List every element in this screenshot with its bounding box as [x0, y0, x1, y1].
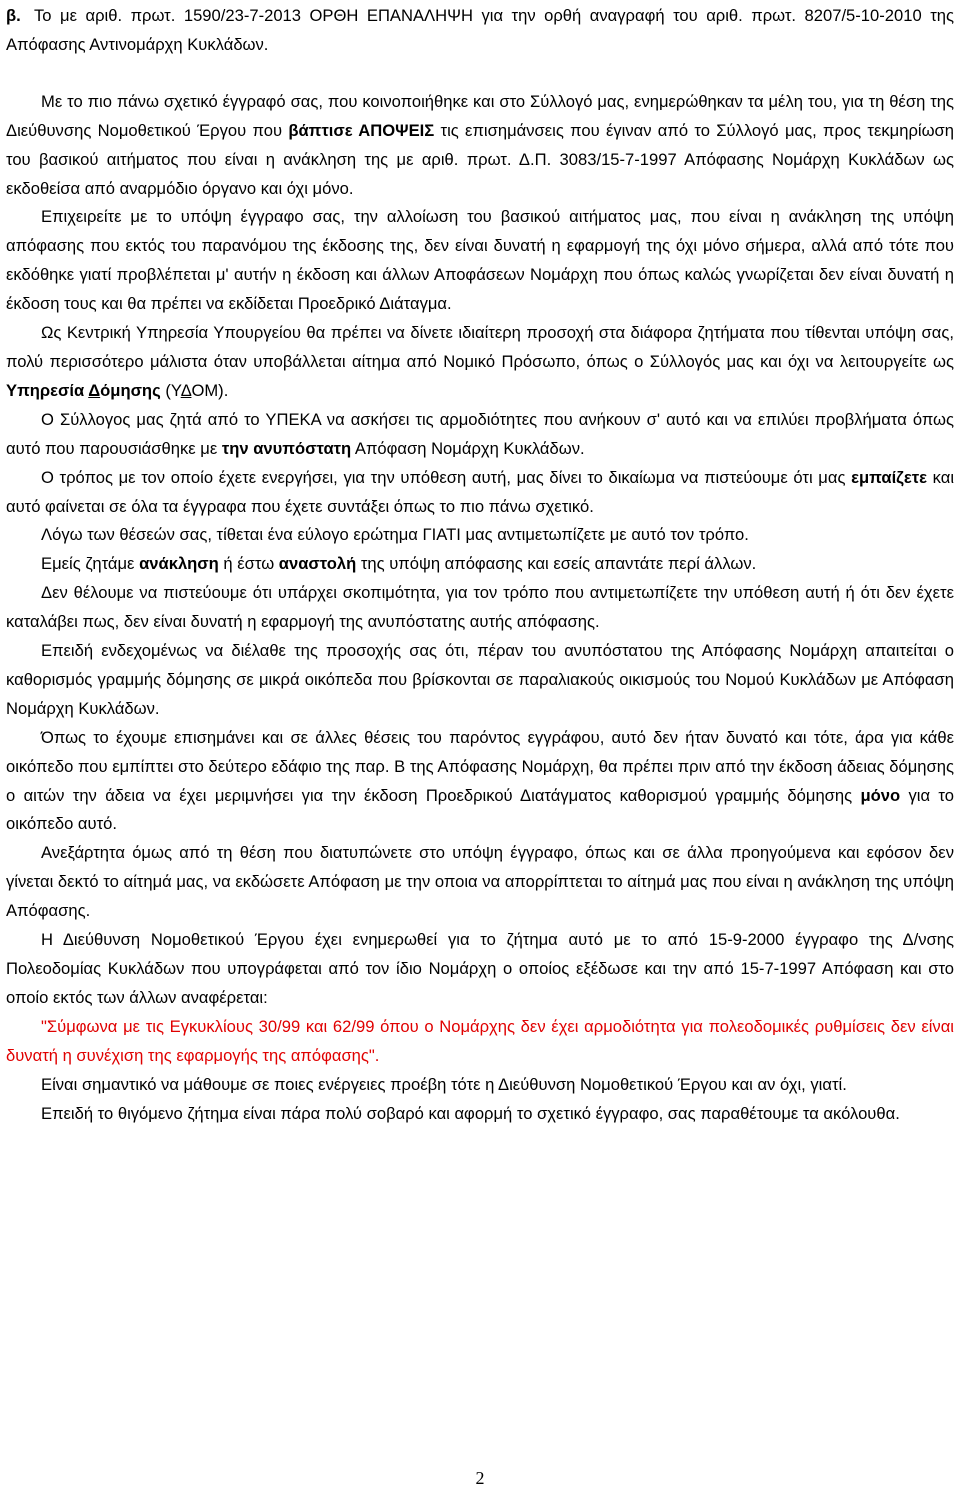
paragraph-3: Ως Κεντρική Υπηρεσία Υπουργείου θα πρέπει να δίνετε ιδιαίτερη προσοχή στα διάφορα ζητήματα που τίθενται υπόψη σας, πολύ περισσότερο μάλιστα όταν υποβάλλεται αίτημα από Νομικό Πρόσωπο, όπως ο Σύλλογός μας και όχι να λειτουργείτε ως Υπηρεσία Δόμησης (ΥΔΟΜ).	[6, 323, 954, 400]
section-heading-text: Το με αριθ. πρωτ. 1590/23-7-2013 ΟΡΘΗ ΕΠΑΝΑΛΗΨΗ για την ορθή αναγραφή του αριθ. πρωτ. 8207/5-10-2010 της Απόφασης Αντινομάρχη Κυκλάδων.	[6, 6, 954, 54]
paragraph-11: Ανεξάρτητα όμως από τη θέση που διατυπώνετε στο υπόψη έγγραφο, όπως και σε άλλα προηγούμενα και εφόσον δεν γίνεται δεκτό το αίτημά μας, να εκδώσετε Απόφαση με την οποια να απορρίπτεται το αίτημά μας που είναι η ανάκληση της υπόψη Απόφασης.	[6, 843, 954, 921]
paragraph-4: Ο Σύλλογος μας ζητά από το ΥΠΕΚΑ να ασκήσει τις αρμοδιότητες που ανήκουν σ' αυτό και να επιλύει προβλήματα όπως αυτό που παρουσιάσθηκε με την ανυπόστατη Απόφαση Νομάρχη Κυκλάδων.	[6, 409, 954, 458]
paragraph-9: Επειδή ενδεχομένως να διέλαθε της προσοχής σας ότι, πέραν του ανυπόστατου της Απόφασης Νομάρχη απαιτείται ο καθορισμός γραμμής δόμησης σε μικρά οικόπεδα που βρίσκονται σε παραλιακούς οικισμούς του Νομού Κυκλάδων με Απόφαση Νομάρχη Κυκλάδων.	[6, 641, 954, 718]
paragraph-10: Όπως το έχουμε επισημάνει και σε άλλες θέσεις του παρόντος εγγράφου, αυτό δεν ήταν δυνατό και τότε, άρα για κάθε οικόπεδο που εμπίπτει στο δεύτερο εδάφιο της παρ. Β της Απόφασης Νομάρχη, θα πρέπει πριν από την έκδοση άδειας δόμησης ο αιτών την άδεια να έχει μεριμνήσει για την έκδοση Προεδρικού Διατάγματος καθορισμού γραμμής δόμησης μόνο για το οικόπεδο αυτό.	[6, 727, 954, 834]
section-label: β.	[6, 6, 21, 25]
bold-phrase: εμπαίζετε	[851, 467, 927, 487]
paragraph-14: Επειδή το θιγόμενο ζήτημα είναι πάρα πολύ σοβαρό και αφορμή το σχετικό έγγραφο, σας παραθέτουμε τα ακόλουθα.	[41, 1103, 900, 1123]
paragraph-12: Η Διεύθυνση Νομοθετικού Έργου έχει ενημερωθεί για το ζήτημα αυτό με το από 15-9-2000 έγγραφο της Δ/νσης Πολεοδομίας Κυκλάδων που υπογράφεται από τον ίδιο Νομάρχη ο οποίος εξέδωσε και την από 15-7-1997 Απόφαση και στο οποίο εκτός των άλλων αναφέρεται:	[6, 930, 954, 1007]
paragraph-2: Επιχειρείτε με το υπόψη έγγραφο σας, την αλλοίωση του βασικού αιτήματος μας, που είναι η ανάκληση της υπόψη απόφασης που εκτός του παρανόμου της έκδοσης της, δεν είναι δυνατή η εφαρμογή της όχι μόνο σήμερα, αλλά από τότε που εκδόθηκε γιατί προβλέπεται μ' αυτήν η έκδοση και άλλων Αποφάσεων Νομάρχη που όπως καλώς γνωρίζεται δεν είναι δυνατή η έκδοση τους και θα πρέπει να εκδίδεται Προεδρικό Διάταγμα.	[6, 207, 954, 314]
paragraph-5: Ο τρόπος με τον οποίο έχετε ενεργήσει, για την υπόθεση αυτή, μας δίνει το δικαίωμα να πιστεύουμε ότι μας εμπαίζετε και αυτό φαίνεται σε όλα τα έγγραφα που έχετε συντάξει όπως το πιο πάνω σχετικό.	[6, 467, 955, 516]
paragraph-7: Εμείς ζητάμε ανάκληση ή έστω αναστολή της υπόψη απόφασης και εσείς απαντάτε περί άλλων.	[41, 554, 757, 574]
red-quote: "Σύμφωνα με τις Εγκυκλίους 30/99 και 62/99 όπου ο Νομάρχης δεν έχει αρμοδιότητα για πολεοδομικές ρυθμίσεις δεν είναι δυνατή η συνέχιση της εφαρμογής της απόφασης".	[6, 1016, 954, 1065]
bold-phrase: ανάκληση	[139, 554, 219, 574]
bold-phrase: την ανυπόστατη	[221, 438, 352, 458]
bold-phrase: Υπηρεσία Δόμησης	[6, 380, 161, 400]
document-page	[6, 2, 954, 1128]
paragraph-6: Λόγω των θέσεών σας, τίθεται ένα εύλογο ερώτημα ΓΙΑΤΙ μας αντιμετωπίζετε με αυτό τον τρόπο.	[41, 525, 749, 545]
paragraph-1: Με το πιο πάνω σχετικό έγγραφό σας, που κοινοποιήθηκε και στο Σύλλογό μας, ενημερώθηκαν τα μέλη του, για τη θέση της Διεύθυνσης Νομοθετικού Έργου που βάπτισε ΑΠΟΨΕΙΣ τις επισημάνσεις που έγιναν από το Σύλλογό μας, προς τεκμηρίωση του βασικού αιτήματος που είναι η ανάκληση της με αριθ. πρωτ. Δ.Π. 3083/15-7-1997 Απόφασης Νομάρχη Κυκλάδων ως εκδοθείσα από αναρμόδιο όργανο και όχι μόνο.	[6, 91, 954, 198]
bold-phrase: βάπτισε ΑΠΟΨΕΙΣ	[288, 120, 435, 140]
paragraph-8: Δεν θέλουμε να πιστεύουμε ότι υπάρχει σκοπιμότητα, για τον τρόπο που αντιμετωπίζετε την υπόθεση αυτή ή ότι δεν έχετε καταλάβει πως, δεν είναι δυνατή η εφαρμογή της ανυπόστατης αυτής απόφασης.	[6, 583, 954, 632]
bold-phrase: αναστολή	[278, 554, 357, 574]
paragraph-13: Είναι σημαντικό να μάθουμε σε ποιες ενέργειες προέβη τότε η Διεύθυνση Νομοθετικού Έργου και αν όχι, γιατί.	[41, 1074, 847, 1094]
blank-line	[6, 60, 954, 88]
page-number: 2	[475, 1468, 485, 1488]
bold-phrase: μόνο	[860, 785, 901, 805]
section-heading	[6, 2, 954, 60]
